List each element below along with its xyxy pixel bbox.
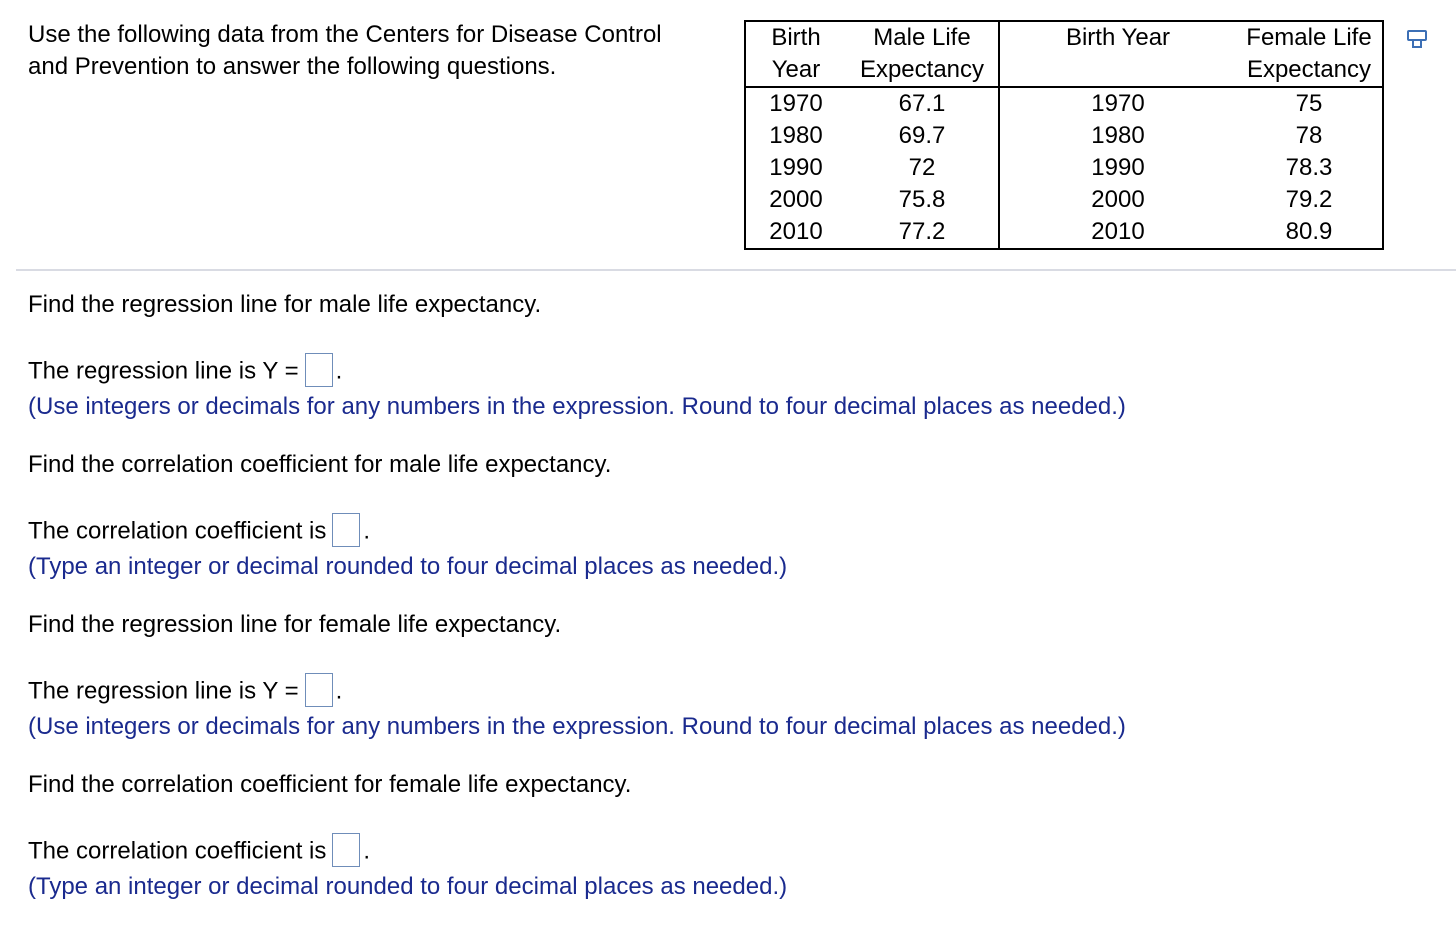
- cell-year-2: 1980: [1091, 122, 1145, 149]
- header-birth-year-1: [745, 21, 846, 87]
- header-birth-year-2-label: Birth Year: [1065, 24, 1171, 51]
- q2-answer-prefix: The correlation coefficient is: [28, 517, 327, 545]
- cell-male: 75.8: [846, 184, 999, 216]
- section-divider: [16, 269, 1456, 271]
- cell-female: 79.2: [1285, 186, 1333, 213]
- q1-answer-input[interactable]: [305, 353, 333, 387]
- q3-answer-prefix: The regression line is Y =: [28, 677, 299, 705]
- cell-year-2: 1990: [1091, 154, 1145, 181]
- q4-hint: (Type an integer or decimal rounded to four decimal places as needed.): [28, 873, 788, 900]
- cell-female: 80.9: [1285, 218, 1333, 245]
- q4-answer-line: [28, 833, 370, 871]
- q1-prompt: Find the regression line for male life expectancy.: [28, 291, 542, 318]
- cell-year-2: 2010: [1091, 218, 1145, 245]
- cell-year-1: 1980: [769, 122, 823, 149]
- cell-year-1: 1970: [769, 90, 823, 117]
- q1-answer-suffix: .: [335, 357, 343, 385]
- cell-male: 72: [846, 152, 999, 184]
- q3-hint: (Use integers or decimals for any numbers in the expression. Round to four decimal places as needed.): [28, 713, 1126, 740]
- life-expectancy-table: [744, 20, 1384, 250]
- header-female-line2: Expectancy: [1246, 56, 1372, 83]
- header-female-life-expectancy: [1236, 21, 1383, 87]
- table-row: [745, 216, 1383, 249]
- q4-answer-input[interactable]: [332, 833, 360, 867]
- cell-male: 77.2: [846, 216, 999, 249]
- q3-answer-line: [28, 673, 342, 711]
- cell-year-2: 1970: [1091, 90, 1145, 117]
- header-birth-year-1-line2: Year: [771, 56, 821, 83]
- header-birth-year-2: [999, 21, 1236, 87]
- q2-answer-line: [28, 513, 370, 551]
- q1-hint: (Use integers or decimals for any numbers in the expression. Round to four decimal places as needed.): [28, 393, 1126, 420]
- q4-answer-prefix: The correlation coefficient is: [28, 837, 327, 865]
- header-male-life-expectancy: [846, 21, 999, 87]
- q3-answer-input[interactable]: [305, 673, 333, 707]
- q1-answer-prefix: The regression line is Y =: [28, 357, 299, 385]
- cell-year-2: 2000: [1091, 186, 1145, 213]
- cell-male: 69.7: [846, 120, 999, 152]
- q4-answer-suffix: .: [363, 837, 371, 865]
- q1-answer-line: [28, 353, 342, 391]
- table-row: [745, 152, 1383, 184]
- q2-hint: (Type an integer or decimal rounded to four decimal places as needed.): [28, 553, 788, 580]
- header-female-line1: Female Life: [1246, 24, 1372, 51]
- cell-year-1: 2000: [769, 186, 823, 213]
- q2-answer-input[interactable]: [332, 513, 360, 547]
- q3-answer-suffix: .: [335, 677, 343, 705]
- table-header-row: [745, 21, 1383, 87]
- cell-female: 78.3: [1285, 154, 1333, 181]
- q2-prompt: Find the correlation coefficient for male life expectancy.: [28, 451, 612, 478]
- cell-year-1: 2010: [769, 218, 823, 245]
- cell-female: 78: [1295, 122, 1323, 149]
- table-row: [745, 120, 1383, 152]
- q2-answer-suffix: .: [363, 517, 371, 545]
- table-row: [745, 87, 1383, 120]
- cell-female: 75: [1295, 90, 1323, 117]
- header-male-line1: Male Life: [873, 24, 971, 51]
- q4-prompt: Find the correlation coefficient for female life expectancy.: [28, 771, 632, 798]
- intro-text: Use the following data from the Centers for Disease Control and Prevention to answer the following questions.: [28, 21, 662, 80]
- cell-male: 67.1: [846, 87, 999, 120]
- copy-icon[interactable]: [1406, 28, 1428, 50]
- table-row: [745, 184, 1383, 216]
- q3-prompt: Find the regression line for female life expectancy.: [28, 611, 562, 638]
- cell-year-1: 1990: [769, 154, 823, 181]
- header-birth-year-1-line1: Birth: [771, 24, 821, 51]
- header-male-line2: Expectancy: [859, 56, 985, 83]
